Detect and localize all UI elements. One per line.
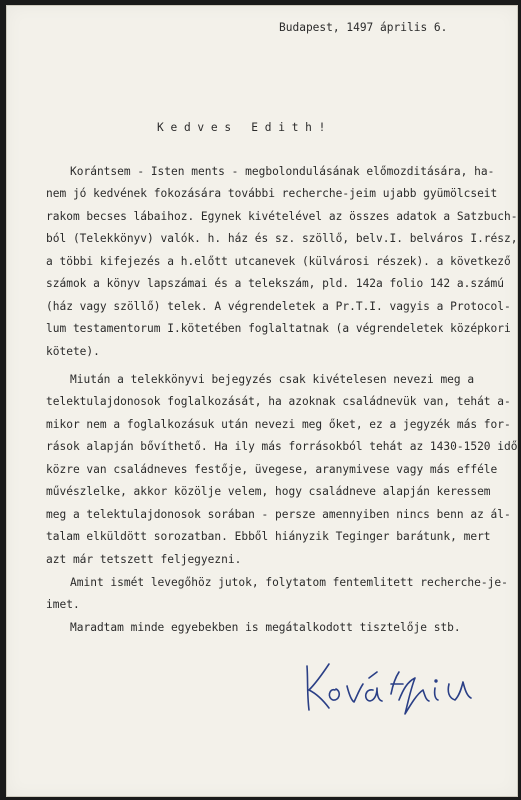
handwritten-signature [299,654,499,718]
text-line: rások alapján bővíthető. Ha ily más forrásokból tehát az 1430-1520 idő [46,440,518,453]
text-line: művészlelke, akkor közölje velem, hogy családneve alapján keressem [46,485,491,498]
text-line: Amint ismét levegőhöz jutok, folytatom fentemlitett recherche-je- [70,576,508,589]
text-line: telektulajdonosok foglalkozását, ha azoknak családnevük van, tehát a- [46,395,511,408]
text-line: ból (Telekkönyv) valók. h. ház és sz. szöllő, belv.I. belváros I.rész, [46,232,518,245]
text-line: Miután a telekkönyvi bejegyzés csak kivételesen nevezi meg a [70,373,475,386]
letter-page [6,5,518,797]
text-line: meg a telektulajdonosok sorában - persze amennyiben nincs benn az ál- [46,508,511,521]
text-line: mikor nem a foglalkozásuk után nevezi meg őket, ez a jegyzék más for- [46,418,511,431]
text-line: közre van családneves festője, üvegese, aranymivese vagy más efféle [46,463,498,476]
text-line: azt már tetszett feljegyezni. [46,553,242,566]
text-line: rakom becses lábaihoz. Egynek kivételével az összes adatok a Satzbuch- [46,210,518,223]
text-line: nem jó kedvének fokozására további recherche-jeim ujabb gyümölcseit [46,187,498,200]
closing-line: Maradtam minde egyebekben is megátalkodott tisztelője stb. [70,621,461,634]
text-line: (ház vagy szöllő) telek. A végrendeletek a Pr.T.I. vagyis a Protocol- [46,300,511,313]
dateline: Budapest, 1497 április 6. [279,21,448,34]
text-line: lum testamentorum I.kötetében foglaltatnak (a végrendeletek középkori [46,322,511,335]
text-line: számok a könyv lapszámai és a telekszám, pld. 142a folio 142 a.számú [46,277,505,290]
text-line: a többi kifejezés a h.előtt utcanevek (külvárosi részek). a következő [46,255,511,268]
text-line: talam elküldött sorozatban. Ebből hiányzik Teginger barátunk, mert [46,530,491,543]
salutation: K e d v e s E d i t h ! [157,121,326,134]
text-line: kötete). [46,345,100,358]
text-line: imet. [46,598,80,611]
text-line: Korántsem - Isten ments - megbolondulásának előmozditására, ha- [70,165,495,178]
